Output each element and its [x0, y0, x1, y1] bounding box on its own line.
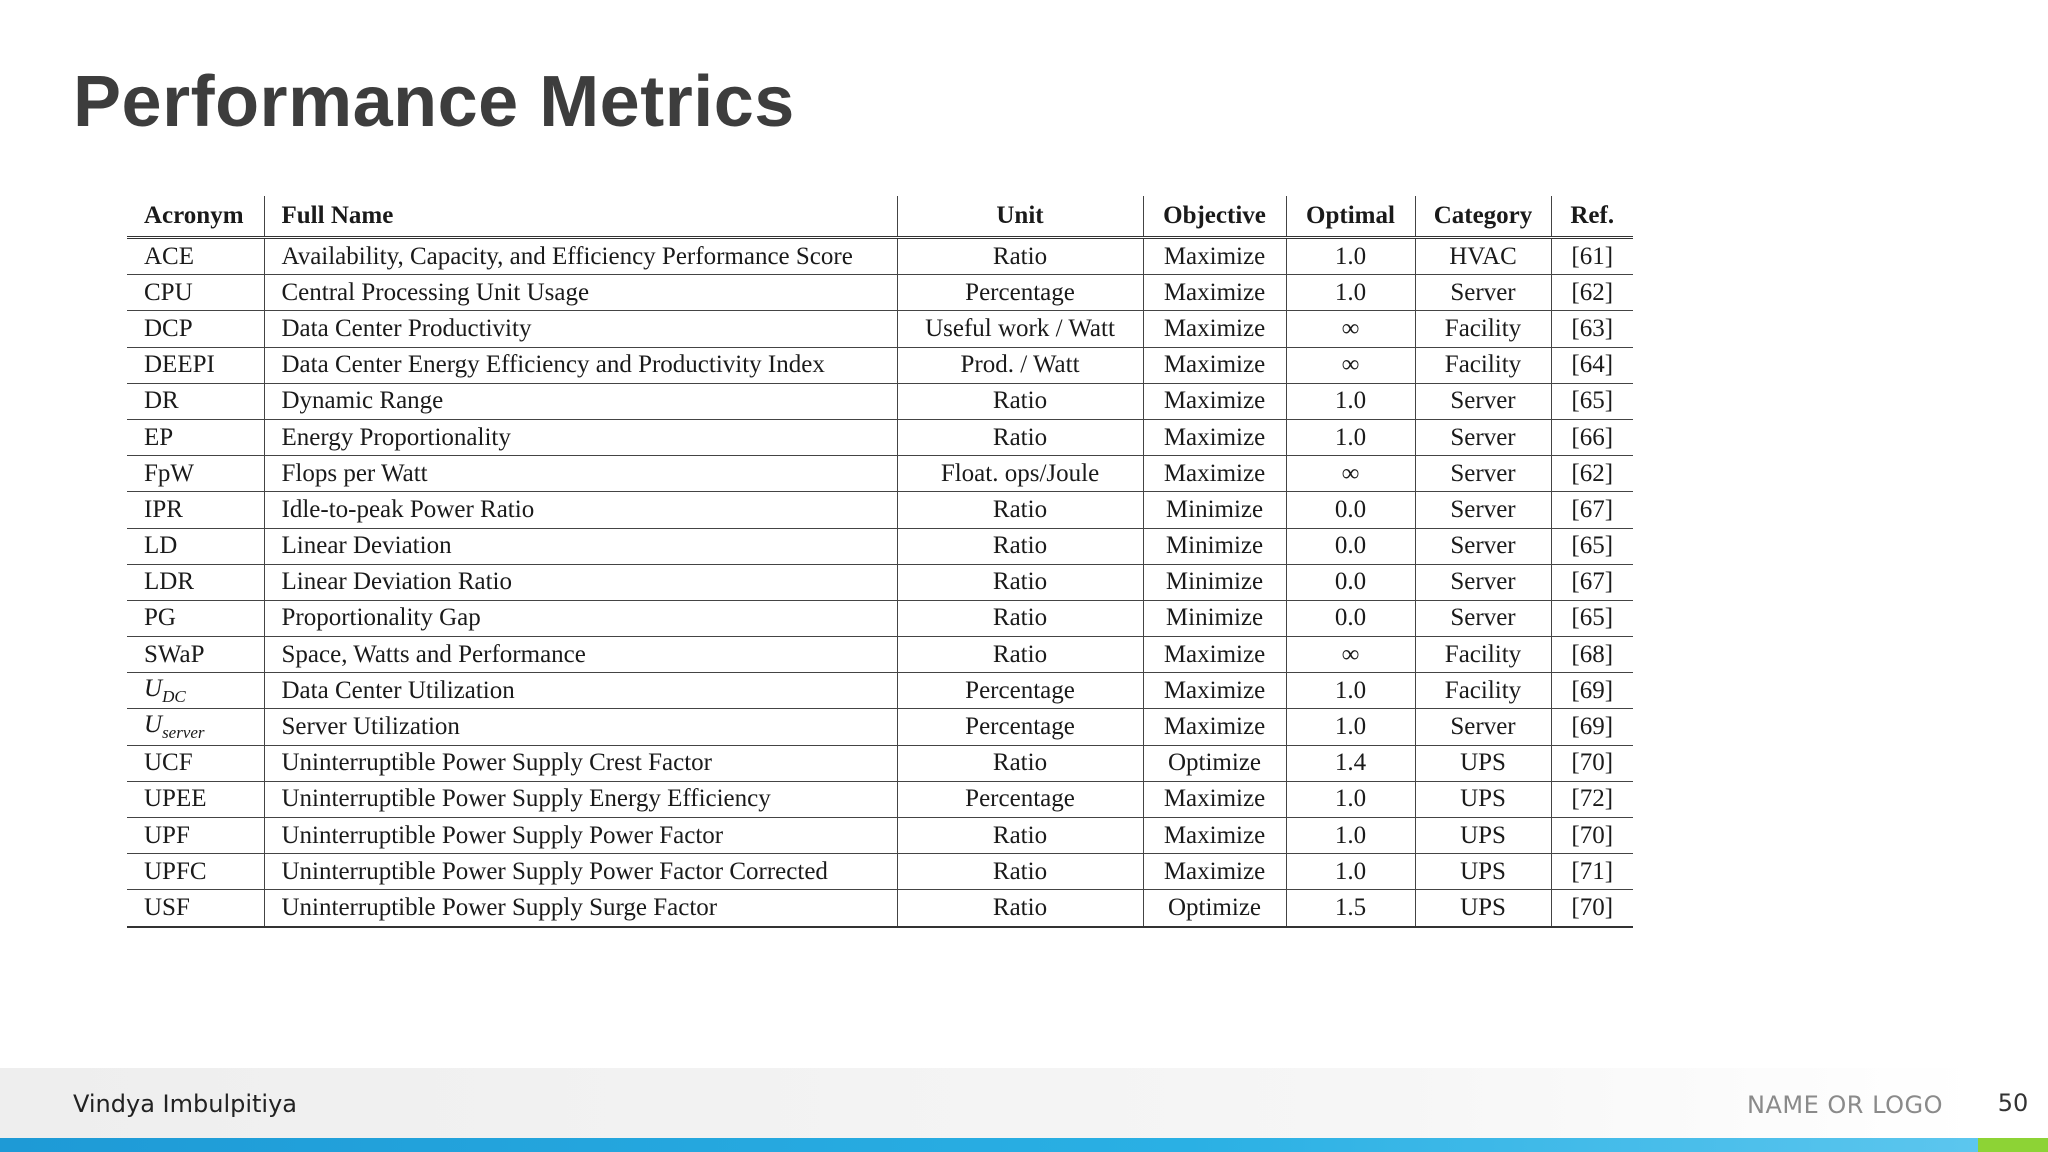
- cell-objective: Maximize: [1143, 673, 1286, 709]
- cell-category: Server: [1415, 456, 1551, 492]
- cell-optimal: 0.0: [1286, 564, 1415, 600]
- table-row: [127, 673, 1633, 709]
- table-row: [127, 890, 1633, 927]
- cell-objective: Maximize: [1143, 854, 1286, 890]
- cell-unit: Float. ops/Joule: [897, 456, 1143, 492]
- cell-optimal: 0.0: [1286, 528, 1415, 564]
- cell-optimal: 1.0: [1286, 781, 1415, 817]
- cell-objective: Maximize: [1143, 275, 1286, 311]
- cell-ref: [65]: [1551, 528, 1633, 564]
- cell-full-name: Server Utilization: [264, 709, 897, 745]
- page-number: 50: [1978, 1068, 2048, 1138]
- cell-unit: Useful work / Watt: [897, 311, 1143, 347]
- column-header-unit: Unit: [897, 196, 1143, 238]
- column-header-full-name: Full Name: [264, 196, 897, 238]
- cell-optimal: 1.0: [1286, 673, 1415, 709]
- table-row: [127, 709, 1633, 745]
- table-row: [127, 600, 1633, 636]
- cell-objective: Minimize: [1143, 600, 1286, 636]
- cell-full-name: Uninterruptible Power Supply Surge Factor: [264, 890, 897, 927]
- cell-acronym: CPU: [127, 275, 264, 311]
- cell-unit: Percentage: [897, 275, 1143, 311]
- cell-category: UPS: [1415, 745, 1551, 781]
- cell-category: HVAC: [1415, 238, 1551, 275]
- cell-unit: Percentage: [897, 709, 1143, 745]
- acronym-subscript: DC: [162, 686, 186, 706]
- cell-objective: Optimize: [1143, 745, 1286, 781]
- cell-full-name: Flops per Watt: [264, 456, 897, 492]
- cell-acronym: UPEE: [127, 781, 264, 817]
- cell-ref: [69]: [1551, 673, 1633, 709]
- cell-ref: [61]: [1551, 238, 1633, 275]
- cell-full-name: Uninterruptible Power Supply Energy Efficiency: [264, 781, 897, 817]
- footer-author: Vindya Imbulpitiya: [73, 1090, 298, 1118]
- cell-category: Server: [1415, 564, 1551, 600]
- cell-unit: Ratio: [897, 492, 1143, 528]
- cell-acronym: LD: [127, 528, 264, 564]
- table-row: [127, 238, 1633, 275]
- cell-full-name: Dynamic Range: [264, 383, 897, 419]
- cell-unit: Percentage: [897, 781, 1143, 817]
- cell-full-name: Linear Deviation Ratio: [264, 564, 897, 600]
- cell-category: Facility: [1415, 347, 1551, 383]
- table-row: [127, 818, 1633, 854]
- table-row: [127, 419, 1633, 455]
- cell-category: Facility: [1415, 637, 1551, 673]
- cell-ref: [65]: [1551, 600, 1633, 636]
- cell-full-name: Data Center Productivity: [264, 311, 897, 347]
- table-row: [127, 637, 1633, 673]
- column-header-ref: Ref.: [1551, 196, 1633, 238]
- cell-ref: [69]: [1551, 709, 1633, 745]
- cell-acronym: DEEPI: [127, 347, 264, 383]
- cell-full-name: Central Processing Unit Usage: [264, 275, 897, 311]
- cell-category: Server: [1415, 528, 1551, 564]
- cell-unit: Ratio: [897, 419, 1143, 455]
- cell-full-name: Availability, Capacity, and Efficiency Performance Score: [264, 238, 897, 275]
- cell-objective: Maximize: [1143, 347, 1286, 383]
- cell-acronym: SWaP: [127, 637, 264, 673]
- cell-ref: [70]: [1551, 745, 1633, 781]
- cell-category: Server: [1415, 492, 1551, 528]
- cell-ref: [67]: [1551, 492, 1633, 528]
- cell-full-name: Data Center Energy Efficiency and Productivity Index: [264, 347, 897, 383]
- cell-acronym: UPF: [127, 818, 264, 854]
- cell-ref: [70]: [1551, 818, 1633, 854]
- cell-full-name: Uninterruptible Power Supply Crest Factor: [264, 745, 897, 781]
- table-row: [127, 745, 1633, 781]
- table-row: [127, 564, 1633, 600]
- cell-category: Server: [1415, 709, 1551, 745]
- cell-objective: Maximize: [1143, 456, 1286, 492]
- cell-unit: Ratio: [897, 637, 1143, 673]
- column-header-optimal: Optimal: [1286, 196, 1415, 238]
- cell-acronym: DR: [127, 383, 264, 419]
- bottom-accent-green: [1978, 1138, 2048, 1152]
- cell-unit: Ratio: [897, 745, 1143, 781]
- cell-ref: [62]: [1551, 275, 1633, 311]
- cell-ref: [62]: [1551, 456, 1633, 492]
- cell-full-name: Data Center Utilization: [264, 673, 897, 709]
- cell-objective: Maximize: [1143, 781, 1286, 817]
- cell-objective: Minimize: [1143, 564, 1286, 600]
- cell-category: Facility: [1415, 673, 1551, 709]
- cell-acronym: IPR: [127, 492, 264, 528]
- table-row: [127, 854, 1633, 890]
- column-header-acronym: Acronym: [127, 196, 264, 238]
- cell-optimal: 1.0: [1286, 419, 1415, 455]
- acronym-subscript: server: [162, 723, 205, 743]
- table-row: [127, 781, 1633, 817]
- cell-optimal: 1.0: [1286, 818, 1415, 854]
- cell-optimal: 1.0: [1286, 709, 1415, 745]
- cell-unit: Ratio: [897, 600, 1143, 636]
- cell-ref: [65]: [1551, 383, 1633, 419]
- cell-full-name: Linear Deviation: [264, 528, 897, 564]
- cell-objective: Maximize: [1143, 818, 1286, 854]
- cell-full-name: Uninterruptible Power Supply Power Factor: [264, 818, 897, 854]
- cell-optimal: 1.0: [1286, 383, 1415, 419]
- cell-unit: Ratio: [897, 383, 1143, 419]
- cell-ref: [63]: [1551, 311, 1633, 347]
- table-row: [127, 528, 1633, 564]
- table-row: [127, 456, 1633, 492]
- cell-optimal: ∞: [1286, 311, 1415, 347]
- cell-optimal: 1.0: [1286, 854, 1415, 890]
- bottom-accent-bar: [0, 1138, 1978, 1152]
- table-row: [127, 492, 1633, 528]
- table-header-row: [127, 196, 1633, 238]
- cell-optimal: 1.4: [1286, 745, 1415, 781]
- cell-objective: Optimize: [1143, 890, 1286, 927]
- cell-category: Server: [1415, 275, 1551, 311]
- cell-unit: Percentage: [897, 673, 1143, 709]
- cell-ref: [66]: [1551, 419, 1633, 455]
- table-row: [127, 347, 1633, 383]
- cell-unit: Ratio: [897, 564, 1143, 600]
- cell-category: Server: [1415, 419, 1551, 455]
- table-row: [127, 275, 1633, 311]
- cell-unit: Ratio: [897, 528, 1143, 564]
- cell-unit: Ratio: [897, 890, 1143, 927]
- slide-title: Performance Metrics: [73, 62, 795, 142]
- cell-full-name: Space, Watts and Performance: [264, 637, 897, 673]
- cell-objective: Minimize: [1143, 492, 1286, 528]
- cell-ref: [68]: [1551, 637, 1633, 673]
- cell-ref: [67]: [1551, 564, 1633, 600]
- cell-optimal: ∞: [1286, 456, 1415, 492]
- cell-objective: Maximize: [1143, 238, 1286, 275]
- cell-full-name: Energy Proportionality: [264, 419, 897, 455]
- cell-category: Server: [1415, 600, 1551, 636]
- cell-category: UPS: [1415, 854, 1551, 890]
- cell-optimal: ∞: [1286, 637, 1415, 673]
- cell-ref: [64]: [1551, 347, 1633, 383]
- cell-acronym: EP: [127, 419, 264, 455]
- cell-full-name: Idle-to-peak Power Ratio: [264, 492, 897, 528]
- cell-acronym: PG: [127, 600, 264, 636]
- cell-objective: Maximize: [1143, 709, 1286, 745]
- cell-category: Facility: [1415, 311, 1551, 347]
- cell-objective: Maximize: [1143, 419, 1286, 455]
- column-header-objective: Objective: [1143, 196, 1286, 238]
- table-row: [127, 383, 1633, 419]
- cell-full-name: Proportionality Gap: [264, 600, 897, 636]
- cell-acronym: USF: [127, 890, 264, 927]
- cell-optimal: 1.0: [1286, 275, 1415, 311]
- cell-acronym: DCP: [127, 311, 264, 347]
- cell-full-name: Uninterruptible Power Supply Power Factor Corrected: [264, 854, 897, 890]
- cell-acronym: UCF: [127, 745, 264, 781]
- table-body: [127, 238, 1633, 927]
- cell-optimal: 0.0: [1286, 600, 1415, 636]
- cell-optimal: 1.0: [1286, 238, 1415, 275]
- footer-logo-placeholder: NAME OR LOGO: [1747, 1091, 1943, 1119]
- cell-acronym: [127, 673, 264, 709]
- cell-objective: Maximize: [1143, 637, 1286, 673]
- cell-category: Server: [1415, 383, 1551, 419]
- cell-acronym: ACE: [127, 238, 264, 275]
- acronym-symbol: U: [144, 674, 163, 702]
- cell-optimal: 1.5: [1286, 890, 1415, 927]
- cell-optimal: 0.0: [1286, 492, 1415, 528]
- cell-ref: [72]: [1551, 781, 1633, 817]
- cell-objective: Maximize: [1143, 383, 1286, 419]
- cell-category: UPS: [1415, 781, 1551, 817]
- cell-category: UPS: [1415, 890, 1551, 927]
- acronym-symbol: U: [144, 711, 163, 739]
- cell-ref: [71]: [1551, 854, 1633, 890]
- cell-category: UPS: [1415, 818, 1551, 854]
- cell-acronym: FpW: [127, 456, 264, 492]
- cell-optimal: ∞: [1286, 347, 1415, 383]
- cell-ref: [70]: [1551, 890, 1633, 927]
- metrics-table: [127, 196, 1633, 928]
- cell-acronym: [127, 709, 264, 745]
- cell-acronym: LDR: [127, 564, 264, 600]
- cell-acronym: UPFC: [127, 854, 264, 890]
- cell-unit: Ratio: [897, 854, 1143, 890]
- cell-unit: Prod. / Watt: [897, 347, 1143, 383]
- cell-objective: Maximize: [1143, 311, 1286, 347]
- column-header-category: Category: [1415, 196, 1551, 238]
- cell-objective: Minimize: [1143, 528, 1286, 564]
- table-row: [127, 311, 1633, 347]
- cell-unit: Ratio: [897, 238, 1143, 275]
- cell-unit: Ratio: [897, 818, 1143, 854]
